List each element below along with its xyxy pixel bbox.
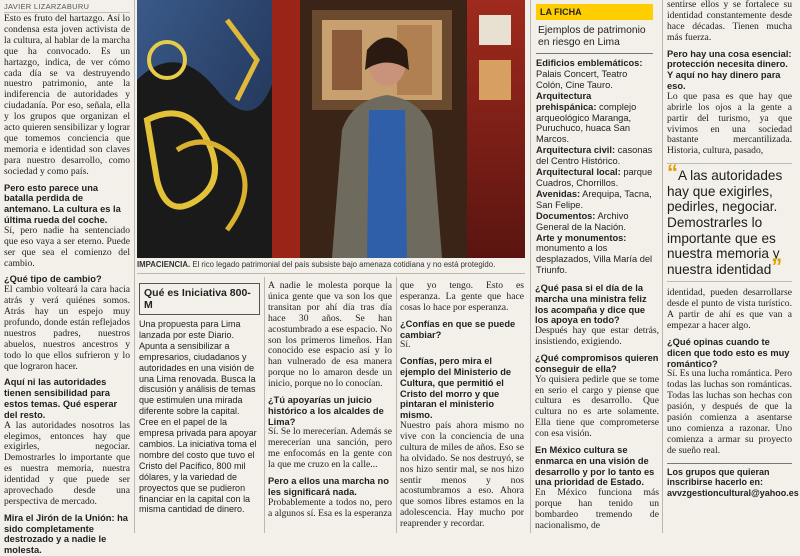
answer: sentirse ellos y se fortalece su identidad constantemente desde hace décadas. Tienen mucha más fuerza. — [667, 0, 792, 43]
ficha-box — [536, 4, 653, 276]
ficha-item — [536, 233, 653, 277]
question: ¿Qué tipo de cambio? — [4, 274, 102, 285]
ficha-item-text: monumento a los desplazados, Villa María del Triunfo. — [536, 243, 653, 276]
column-3 — [268, 281, 392, 533]
question: ¿Tú apoyarías un juicio histórico a los alcaldes de Lima? — [268, 395, 384, 427]
ficha-item-label: Documentos: — [536, 210, 596, 221]
answer: Lo que pasa es que hay que abrirle los ojos a la gente a partir del turismo, ya que vivimos en una sociedad bastante mercantilizada. Historia, cultura, pasado, — [667, 90, 792, 157]
answer: Probablemente a todos no, pero a algunos sí. Esa es la esperanza — [268, 496, 392, 519]
question: En México cultura se enmarca en una visión de desarrollo y por lo tanto es una prioridad de Estado. — [535, 445, 655, 488]
answer: Sí. Es una lucha romántica. Pero todas las luchas son románticas. Todas las luchas son hechas con pasión, y después de que la pasión comienza a asentarse uno comienza a razonar. Uno comienza a armar su proyecto de sueño real. — [667, 368, 792, 456]
question: ¿Qué opinas cuando te dicen que todo esto es muy romántico? — [667, 337, 790, 369]
question: Pero a ellos una marcha no les significará nada. — [268, 476, 389, 497]
ficha-item-text: parque Cuadros, Chorrillos. — [536, 167, 653, 188]
answer: El cambio volteará la cara hacia atrás y verá quiénes somos. Atrás hay un espejo muy profundo, donde están reflejados nuestros padres, nuestros abuelos, nuestros ancestros y todo lo que ellos sufrieron y lo que lograron hacer. — [4, 284, 130, 372]
answer: Sí. — [400, 339, 411, 351]
ficha-item-label: Edificios emblemáticos: — [536, 58, 643, 68]
quote-open-icon: “ — [667, 160, 678, 186]
ficha-item-label: Arquitectural local: — [536, 167, 621, 178]
question: Mira el Jirón de la Unión: ha sido completamente destrozado y a nadie le molesta. — [4, 512, 128, 556]
caption-label: IMPACIENCIA. — [137, 260, 191, 269]
column-5 — [535, 283, 659, 533]
ficha-list — [536, 58, 653, 276]
ficha-item — [536, 145, 653, 167]
answer: Sí. Se lo merecerían. Además se merecerían una sanción, pero me enfocomás en la gente con la que me cruzo en la calle... — [268, 426, 392, 471]
question: Confías, pero mira el ejemplo del Ministerio de Cultura, que permitió el Cristo del morro y que pintaran el ministerio mismo. — [400, 356, 512, 421]
answer: Sí, pero nadie ha sentenciado que eso vaya a ser eterno. Puede ser que sea el comienzo del cambio. — [4, 224, 130, 269]
quote-close-icon: ” — [771, 253, 783, 279]
column-1 — [4, 13, 130, 556]
caption-text: El rico legado patrimonial del país subsiste bajo amenaza cotidiana y no está protegido. — [192, 260, 496, 269]
answer: En México funciona más porque han tenido un bombardeo tremendo de nacionalismo, de — [535, 487, 659, 531]
answer: Después hay que estar detrás, insistiendo, exigiendo. — [535, 325, 659, 348]
column-6 — [667, 0, 799, 533]
box-title: Qué es Iniciativa 800-M — [139, 283, 260, 315]
column-4 — [400, 281, 524, 533]
pull-quote: “A las autoridades hay que exigirles, pedirles, negociar. Demostrarles lo importante que es nuestra memoria y nuestra identidad” — [667, 160, 783, 279]
ficha-item-text: Archivo General de la Nación. — [536, 210, 629, 232]
ficha-item — [536, 189, 653, 211]
answer: A las autoridades nosotros las elegimos, entonces hay que exigirles, negociar. Demostrarles lo importante que es nuestra memoria, nuestra identidad y que puede ser aprovechado desde una perspectiva de mercado. — [4, 419, 130, 507]
question: ¿Qué pasa si el día de la marcha una ministra feliz los acompaña y dice que los apoya en todo? — [535, 283, 647, 326]
photo-image — [137, 0, 525, 258]
answer: Nuestro país ahora mismo no vive con la conciencia de una cultura de miles de años. Eso se ha olvidado. Se nos destruyó, se nos hizo sentir mal, se nos hizo sentir menos y nos acostumbramos a eso. Ahora que somos libres estamos en la adolescencia. Hay mucho por reaprender y recordar. — [400, 420, 524, 530]
ficha-item — [536, 211, 653, 233]
answer: A nadie le molesta porque la única gente que va son los que transitan por ahí día tras día hace 30 años. Se han acostumbrado a ese espacio. No son los primeros limeños. Han conocido ese espacio así y lo han vulnerado de esa manera porque no lo amaron desde un inicio, porque no lo conocían. — [268, 280, 392, 390]
answer: identidad, pueden desarrollarse desde el punto de vista turístico. A partir de ahí es que van a empezar a hacer algo. — [667, 287, 792, 332]
ficha-item-text: Arequipa, Tacna, San Felipe. — [536, 188, 652, 210]
ficha-item-label: Arquitectura civil: — [536, 145, 616, 156]
ficha-item-label: Arquitectura prehispánica: — [536, 90, 597, 112]
ficha-item-label: Avenidas: — [536, 188, 581, 199]
ficha-item-text: Palais Concert, Teatro Colón, Cine Tauro. — [536, 68, 628, 90]
ficha-subtitle: Ejemplos de patrimonio en riesgo en Lima — [536, 20, 653, 54]
ficha-item — [536, 58, 653, 91]
answer: Yo quisiera pedirle que se tome en serio el cargo y piense que cultura es desarrollo. Que cultura no es arte solamente. Ella tiene que comprometerse con esa visión. — [535, 373, 659, 440]
question: Pero hay una cosa esencial: protección necesita dinero. Y aquí no hay dinero para eso. — [667, 48, 792, 92]
question: ¿Confías en que se puede cambiar? — [400, 318, 516, 340]
ficha-item-label: Arte y monumentos: — [536, 232, 627, 243]
question: ¿Qué compromisos quieren conseguir de ella? — [535, 353, 659, 374]
iniciativa-box — [139, 283, 260, 515]
footer-note: Los grupos que quieran inscribirse hacerlo en: avvzgestioncultural@yahoo.es — [667, 466, 799, 499]
body-paragraph: Esto es fruto del hartazgo. Así lo condensa esta joven activista de la cultura, al hablar de la marcha que ha convocado. Es un hartazgo, indica, de ver cómo cada día se va destruyendo nuestro patrimonio, ante la indiferencia de autoridades y ciudadanía. Por eso, señala, ella y los grupos que organizan el acto quieren sensibilizar y lograr que tomemos conciencia que memoria e identidad son claves para nuestro desarrollo, como sociedad y como país. — [4, 13, 130, 177]
ficha-item — [536, 91, 653, 146]
ficha-item-text: complejo arqueológico Maranga, Puruchuco, huaca San Marcos. — [536, 101, 637, 145]
ficha-item-text: casonas del Centro Histórico. — [536, 145, 653, 167]
question: Aquí ni las autoridades tienen sensibilidad para estos temas. Qué esperar del resto. — [4, 377, 118, 420]
question: Pero esto parece una batalla perdida de antemano. La cultura es la última rueda del coche. — [4, 182, 121, 225]
box-text: Una propuesta para Lima lanzada por este Diario. Apunta a sensibilizar a empresarios, ciudadanos y autoridades en una visión de una Lima renovada. Busca la discusión y análisis de temas que estimulen una mirada diferente sobre la capital. Cree en el papel de la empresa privada para apoyar cambios. La iniciativa toma el nombre del costo que tuvo el Cristo del Pacífico, 800 mil dólares, y la variedad de proyectos que se pudieron financiar en la capital con la misma cantidad de dinero. — [139, 319, 257, 515]
ficha-item — [536, 167, 653, 189]
photo — [137, 0, 525, 258]
photo-caption — [137, 260, 525, 270]
byline: JAVIER LIZARZABURU — [4, 2, 90, 11]
ficha-header: LA FICHA — [536, 4, 653, 20]
answer: que yo tengo. Esto es esperanza. La gente que hace cosas lo hace por esperanza. — [400, 280, 524, 313]
